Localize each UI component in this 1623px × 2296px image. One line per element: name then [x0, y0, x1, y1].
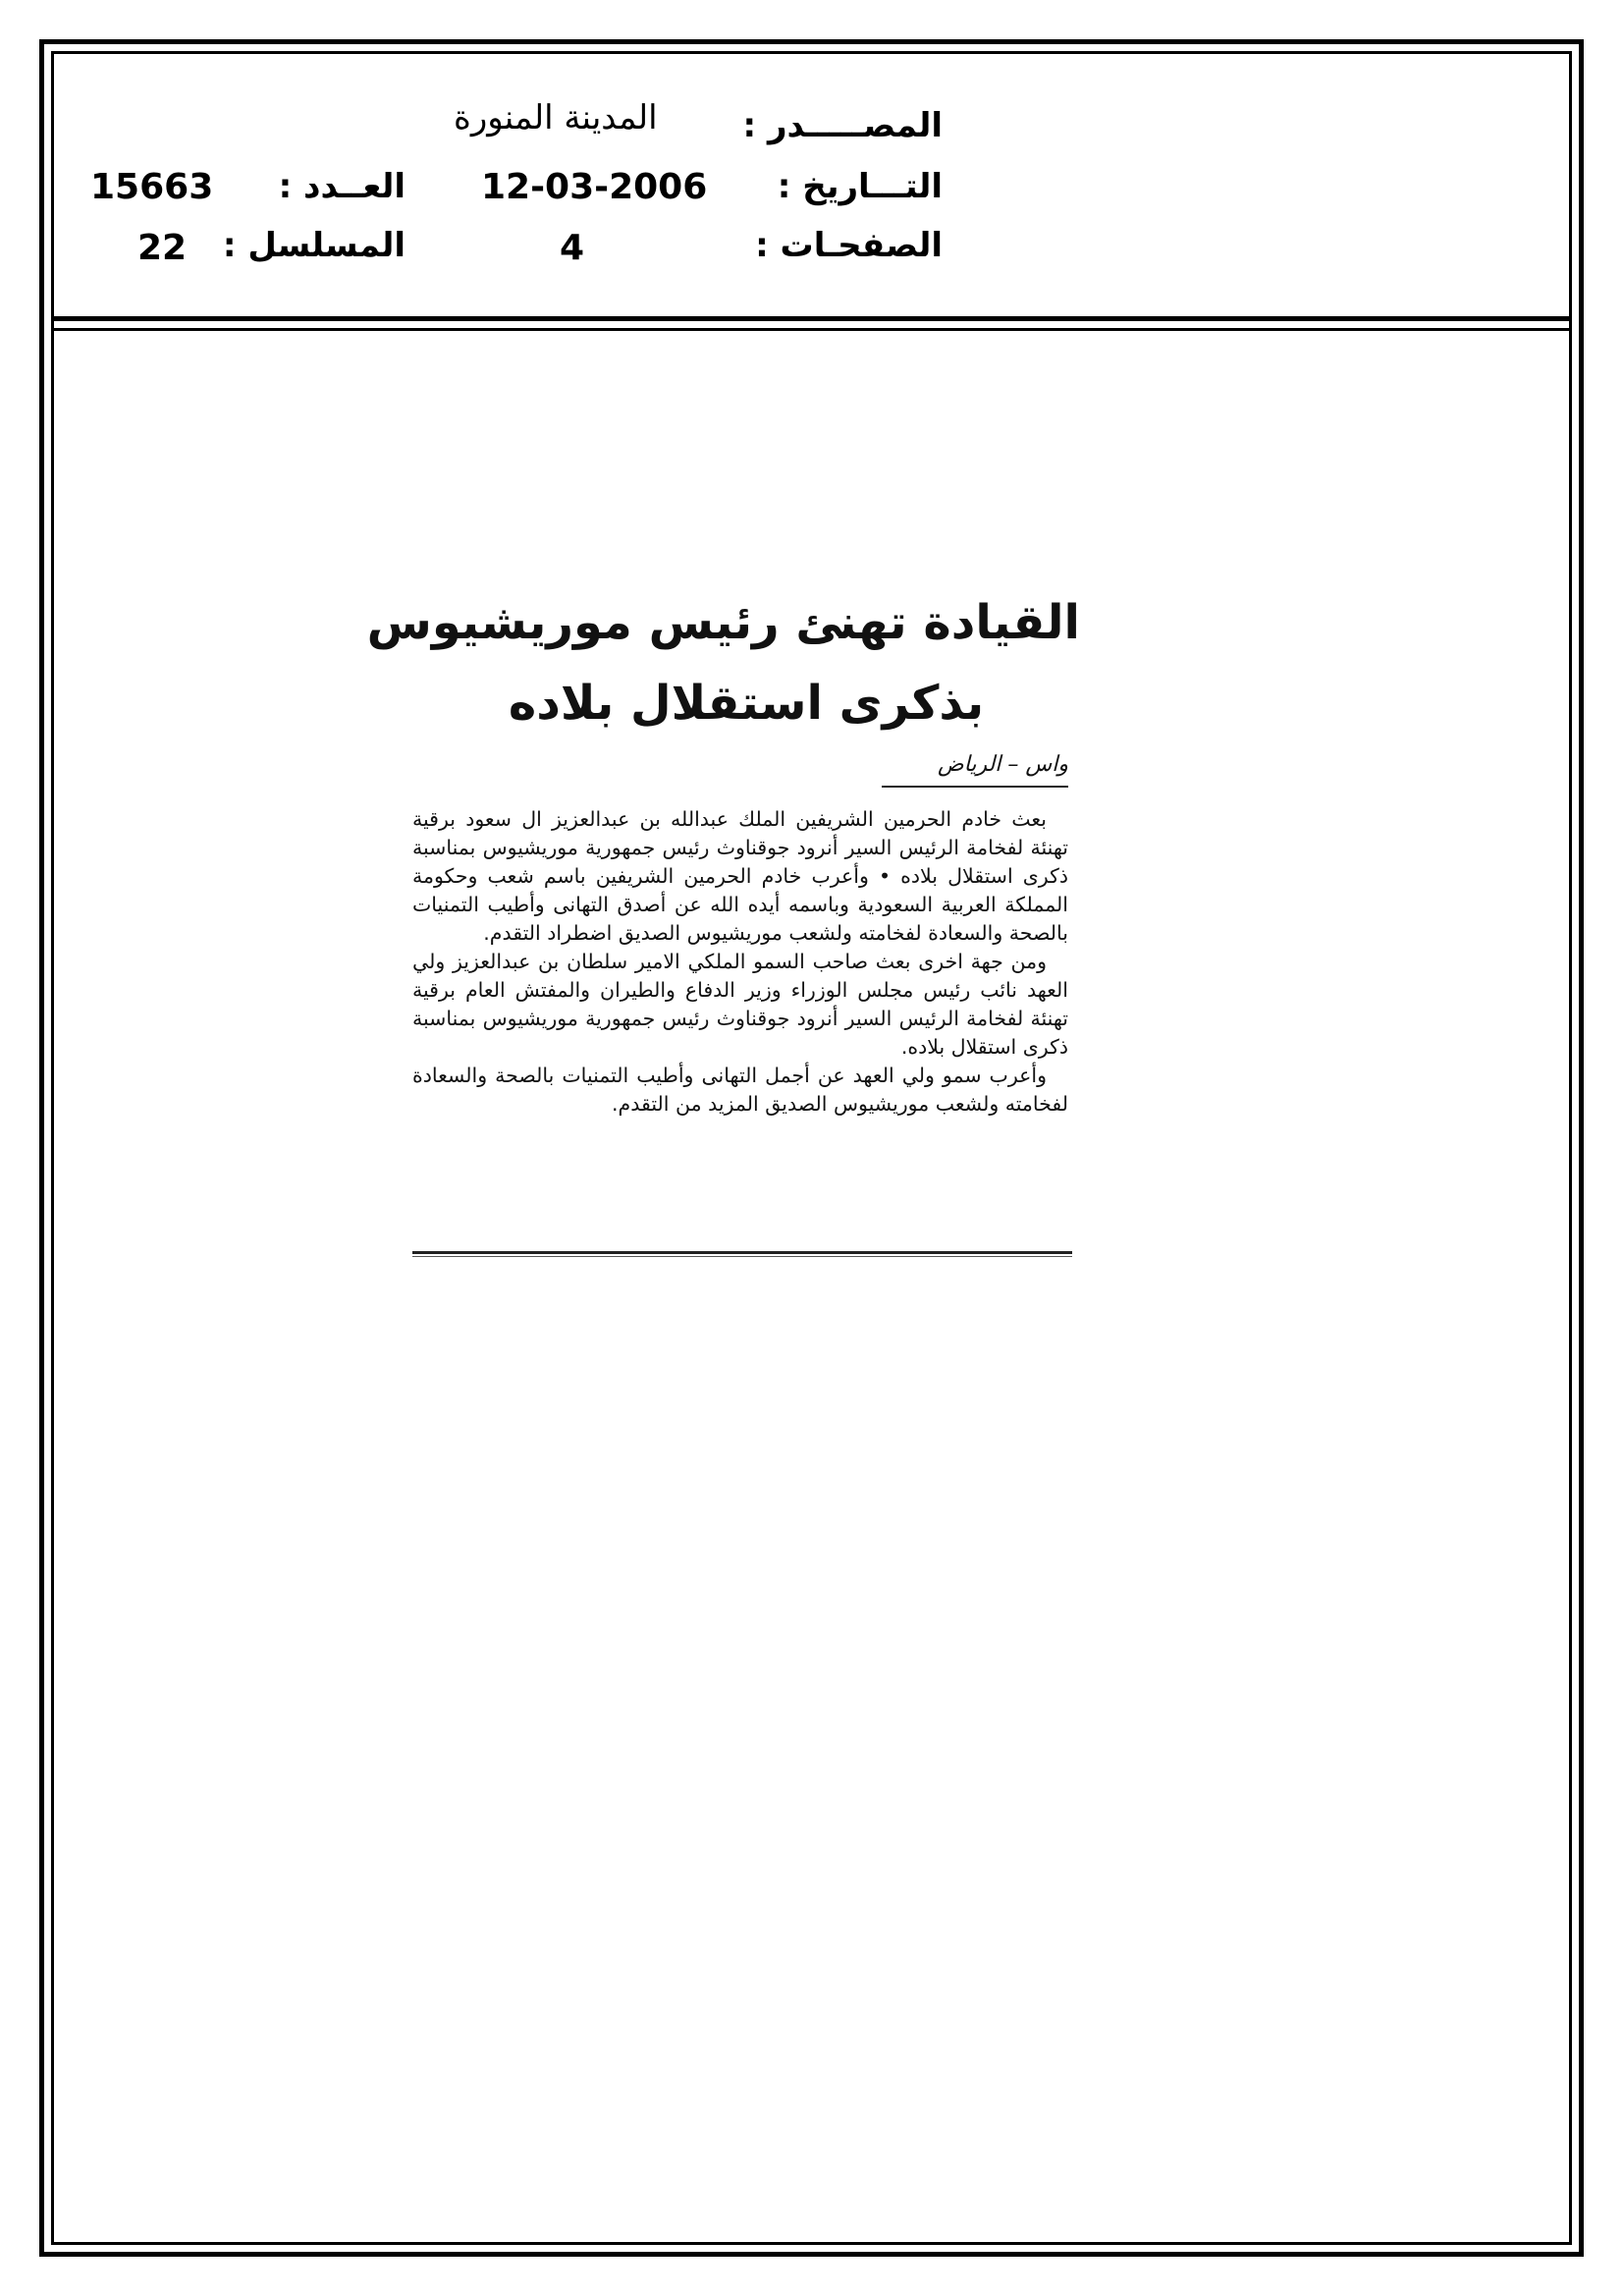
source-value: المدينة المنورة: [454, 98, 658, 137]
article-bottom-rule: [412, 1251, 1072, 1254]
date-value: 12-03-2006: [481, 167, 708, 207]
serial-label: المسلسل :: [222, 226, 406, 265]
serial-value: 22: [137, 228, 188, 268]
byline: واس – الرياض: [938, 752, 1068, 777]
date-label: التـــاريخ :: [777, 167, 943, 206]
header-divider-secondary: [51, 328, 1572, 331]
source-label: المصـــــدر :: [742, 106, 943, 145]
article-clipping: [366, 570, 1080, 1267]
pages-value: 4: [560, 228, 585, 268]
headline-line-2: بذكرى استقلال بلاده: [508, 676, 985, 731]
article-paragraph: ومن جهة اخرى بعث صاحب السمو الملكي الامير سلطان بن عبدالعزيز ولي العهد نائب رئيس مجلس الوزراء وزير الدفاع والطيران والمفتش العام برقية تهنئة لفخامة الرئيس السير أنرود جوقناوث رئيس جمهورية موريشيوس بمناسبة ذكرى استقلال بلاده.: [412, 950, 1068, 1059]
pages-label: الصفحـات :: [755, 226, 943, 265]
issue-value: 15663: [90, 167, 214, 207]
issue-label: العــدد :: [278, 167, 406, 206]
article-paragraph: بعث خادم الحرمين الشريفين الملك عبدالله بن عبدالعزيز ال سعود برقية تهنئة لفخامة الرئيس السير أنرود جوقناوث رئيس جمهورية موريشيوس بمناسبة ذكرى استقلال بلاده • وأعرب خادم الحرمين الشريفين باسم شعب وحكومة المملكة العربية السعودية وباسمه أيده الله عن أصدق التهانى وأطيب التمنيات بالصحة والسعادة لفخامته ولشعب موريشيوس الصديق اضطراد التقدم.: [412, 807, 1068, 945]
headline-line-1: القيادة تهنئ رئيس موريشيوس: [366, 595, 1080, 650]
byline-underline: [882, 786, 1068, 788]
article-paragraph: وأعرب سمو ولي العهد عن أجمل التهانى وأطيب التمنيات بالصحة والسعادة لفخامته ولشعب موريشيوس الصديق المزيد من التقدم.: [412, 1064, 1068, 1116]
article-body: [412, 805, 1080, 1119]
header-divider: [51, 316, 1572, 321]
article-bottom-rule-secondary: [412, 1256, 1072, 1257]
